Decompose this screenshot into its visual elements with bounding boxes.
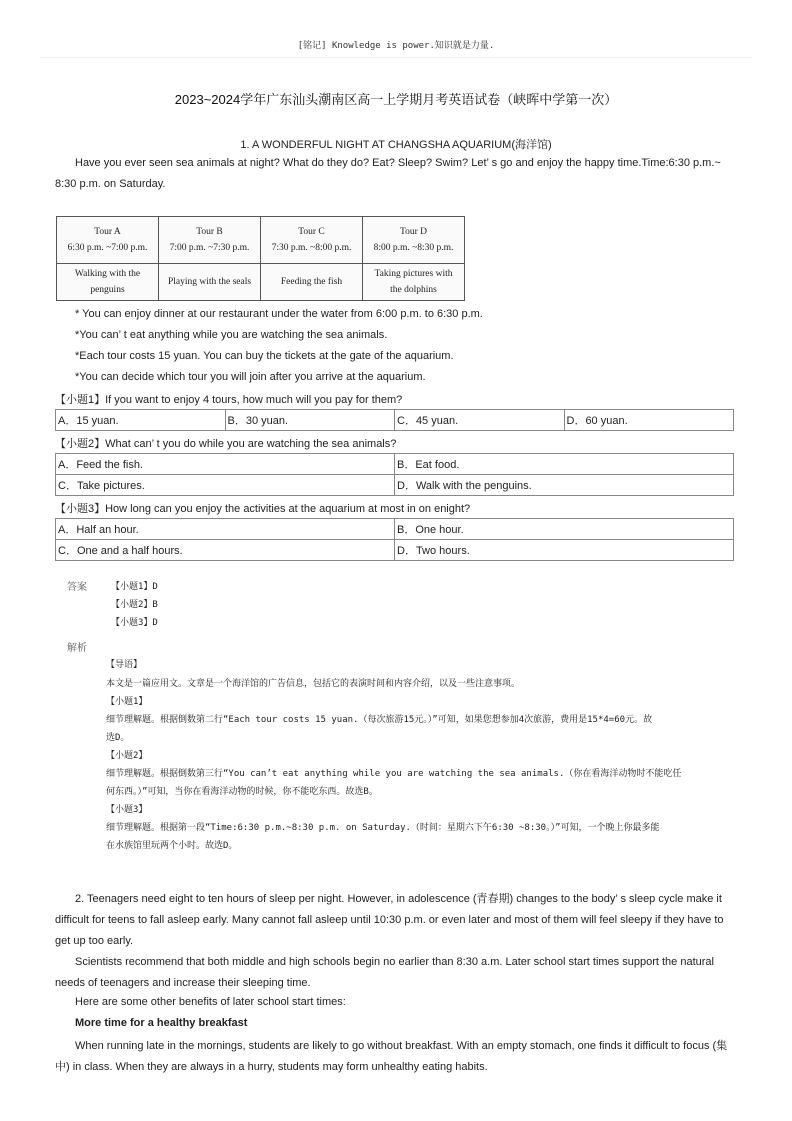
note-line: *You can’ t eat anything while you are watching the sea animals. <box>75 329 388 341</box>
section-heading: More time for a healthy breakfast <box>75 1017 248 1029</box>
analysis-line: 选D。 <box>106 733 130 743</box>
option-b[interactable]: B．One hour. <box>395 519 734 540</box>
answer-label: 答案 <box>67 582 87 593</box>
tour-name: Tour B <box>196 227 223 237</box>
question-2-paragraph-4: When running late in the mornings, students are likely to go without breakfast. With an empty stomach, one finds it difficult to focus (集中) in class. When they are always in a hurry, students may form unhealthy eating habits. <box>55 1040 728 1073</box>
sub-question-2-options <box>55 453 734 496</box>
option-a[interactable]: A．Half an hour. <box>56 519 395 540</box>
question-2-paragraph-1: 2. Teenagers need eight to ten hours of sleep per night. However, in adolescence (青春期) changes to the body’ s sleep cycle make it difficult for teens to fall asleep early. Many cannot fall asleep until 10:30 p.m. or even later and most of them will feel sleepy if they have to get up too early. <box>55 893 724 947</box>
analysis-label: 解析 <box>67 643 87 654</box>
sub-question-3-options <box>55 518 734 561</box>
tour-time: 7:00 p.m. ~7:30 p.m. <box>169 243 250 253</box>
analysis-line: 细节理解题。根据第一段“Time:6:30 p.m.~8:30 p.m. on Saturday.（时间：星期六下午6:30 ~8:30。）”可知，一个晚上你最多能 <box>106 823 660 833</box>
tour-a-activity <box>57 264 159 301</box>
tour-schedule-table <box>56 216 465 301</box>
sub-question-3-stem: 【小题3】How long can you enjoy the activities at the aquarium at most in on enight? <box>55 503 471 515</box>
tour-name: Tour C <box>298 227 325 237</box>
option-c[interactable]: C．One and a half hours. <box>56 540 395 561</box>
analysis-line: 【导语】 <box>106 660 143 670</box>
option-d[interactable]: D．Two hours. <box>395 540 734 561</box>
tour-name: Tour A <box>94 227 121 237</box>
tour-time: 8:00 p.m. ~8:30 p.m. <box>373 243 454 253</box>
sub-question-1-stem: 【小题1】If you want to enjoy 4 tours, how much will you pay for them? <box>55 394 403 406</box>
option-c[interactable]: C．Take pictures. <box>56 475 395 496</box>
option-a[interactable]: A．15 yuan. <box>56 410 226 431</box>
header-divider <box>40 57 752 58</box>
note-line: * You can enjoy dinner at our restaurant under the water from 6:00 p.m. to 6:30 p.m. <box>75 308 483 320</box>
activity-line: penguins <box>90 285 125 295</box>
tour-c-cell <box>261 217 363 264</box>
answer-line: 【小题3】D <box>111 618 158 628</box>
sub-question-2-stem: 【小题2】What can’ t you do while you are watching the sea animals? <box>55 438 397 450</box>
activity-line: the dolphins <box>390 285 437 295</box>
question-1-title: 1. A WONDERFUL NIGHT AT CHANGSHA AQUARIUM(海洋馆) <box>240 139 552 151</box>
activity-line: Feeding the fish <box>280 277 343 287</box>
tour-a-cell <box>57 217 159 264</box>
option-b[interactable]: B．30 yuan. <box>225 410 395 431</box>
header-note: [铭记] Knowledge is power.知识就是力量. <box>297 41 495 51</box>
question-2-paragraph-3: Here are some other benefits of later school start times: <box>75 996 346 1008</box>
option-d[interactable]: D．60 yuan. <box>564 410 734 431</box>
analysis-line: 【小题1】 <box>106 697 148 707</box>
option-b[interactable]: B．Eat food. <box>395 454 734 475</box>
tour-time: 6:30 p.m. ~7:00 p.m. <box>67 243 148 253</box>
question-1-intro: Have you ever seen sea animals at night? What do they do? Eat? Sleep? Swim? Let’ s go and enjoy the happy time.Time:6:30 p.m.~ 8:30 p.m. on Saturday. <box>55 157 721 190</box>
analysis-line: 本文是一篇应用文。文章是一个海洋馆的广告信息，包括它的表演时间和内容介绍，以及一些注意事项。 <box>106 679 521 689</box>
sub-question-1-options <box>55 409 734 431</box>
tour-name: Tour D <box>399 227 428 237</box>
analysis-line: 【小题2】 <box>106 751 148 761</box>
analysis-line: 【小题3】 <box>106 805 148 815</box>
answer-line: 【小题1】D <box>111 582 158 592</box>
analysis-line: 细节理解题。根据倒数第三行“You can’t eat anything while you are watching the sea animals.（你在看海洋动物时不能吃任 <box>106 769 682 779</box>
activity-line: Playing with the seals <box>167 277 252 287</box>
tour-b-cell <box>159 217 261 264</box>
tour-d-cell <box>363 217 465 264</box>
document-title: 2023~2024学年广东汕头潮南区高一上学期月考英语试卷（峡晖中学第一次） <box>174 92 618 107</box>
activity-line: Walking with the <box>74 269 141 279</box>
option-c[interactable]: C．45 yuan. <box>395 410 565 431</box>
tour-b-activity <box>159 264 261 301</box>
analysis-line: 细节理解题。根据倒数第二行“Each tour costs 15 yuan.（每次旅游15元。）”可知，如果您想参加4次旅游，费用是15*4=60元。故 <box>106 715 653 725</box>
activity-line: Taking pictures with <box>374 269 453 279</box>
answer-line: 【小题2】B <box>111 600 158 610</box>
tour-time: 7:30 p.m. ~8:00 p.m. <box>271 243 352 253</box>
question-2-paragraph-2: Scientists recommend that both middle and high schools begin no earlier than 8:30 a.m. Later school start times support the natural needs of teenagers and increase their sleeping time. <box>55 956 714 989</box>
tour-d-activity <box>363 264 465 301</box>
tour-c-activity <box>261 264 363 301</box>
option-a[interactable]: A．Feed the fish. <box>56 454 395 475</box>
option-d[interactable]: D．Walk with the penguins. <box>395 475 734 496</box>
analysis-line: 何东西。）”可知，当你在看海洋动物的时候，你不能吃东西。故选B。 <box>106 787 378 797</box>
note-line: *Each tour costs 15 yuan. You can buy the tickets at the gate of the aquarium. <box>75 350 454 362</box>
note-line: *You can decide which tour you will join after you arrive at the aquarium. <box>75 371 426 383</box>
analysis-line: 在水族馆里玩两个小时。故选D。 <box>106 841 238 851</box>
